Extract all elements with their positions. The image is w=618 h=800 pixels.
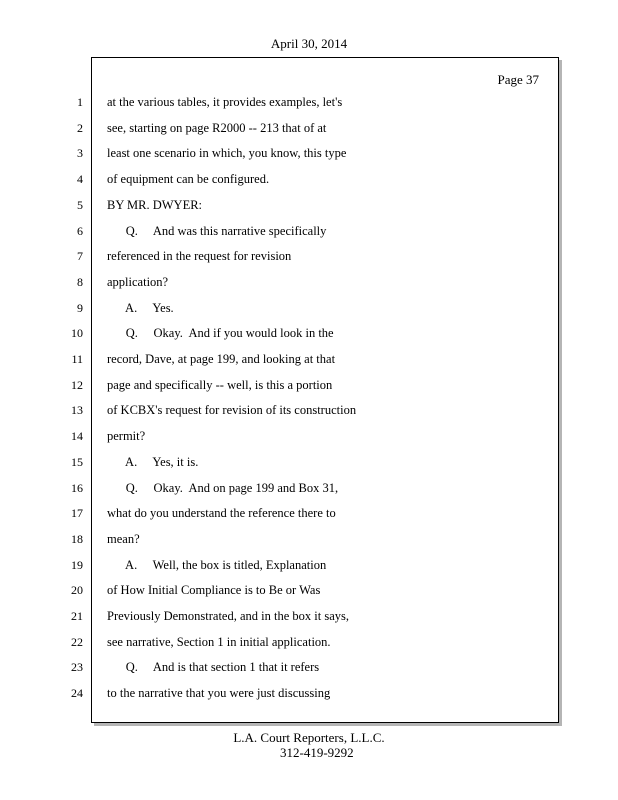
transcript-line: A. Yes, it is. xyxy=(107,455,199,469)
transcript-line: at the various tables, it provides examples, let's xyxy=(107,95,343,109)
transcript-line: Q. Okay. And if you would look in the xyxy=(107,326,334,340)
footer xyxy=(0,730,618,760)
transcript-line: Q. And is that section 1 that it refers xyxy=(107,660,320,674)
transcript-line: of equipment can be configured. xyxy=(107,172,270,186)
transcript-line: Q. And was this narrative specifically xyxy=(107,224,327,238)
page-number: Page 37 xyxy=(497,72,539,87)
footer-company: L.A. Court Reporters, L.L.C. xyxy=(233,730,385,745)
line-number: 11 xyxy=(71,352,83,366)
transcript-line: page and specifically -- well, is this a portion xyxy=(107,378,333,392)
transcript-line: of How Initial Compliance is to Be or Was xyxy=(107,583,321,597)
transcript-line: mean? xyxy=(107,532,140,546)
line-number: 16 xyxy=(71,481,83,495)
line-number: 23 xyxy=(71,660,83,674)
line-number: 21 xyxy=(71,609,83,623)
transcript-line: permit? xyxy=(107,429,146,443)
transcript-line: record, Dave, at page 199, and looking at that xyxy=(107,352,336,366)
transcript-line: A. Yes. xyxy=(107,301,174,315)
transcript-line: of KCBX's request for revision of its construction xyxy=(107,403,357,417)
line-number: 9 xyxy=(77,301,83,315)
transcript-line: Previously Demonstrated, and in the box it says, xyxy=(107,609,349,623)
transcript-line: what do you understand the reference there to xyxy=(107,506,336,520)
transcript-line: Q. Okay. And on page 199 and Box 31, xyxy=(107,481,339,495)
transcript-line: see, starting on page R2000 -- 213 that of at xyxy=(107,121,327,135)
line-number: 5 xyxy=(77,198,83,212)
transcript-line: least one scenario in which, you know, this type xyxy=(107,146,347,160)
line-number: 3 xyxy=(77,146,83,160)
transcript-line: to the narrative that you were just discussing xyxy=(107,686,331,700)
line-number: 12 xyxy=(71,378,83,392)
footer-phone: 312-419-9292 xyxy=(280,745,354,760)
transcript-line: BY MR. DWYER: xyxy=(107,198,203,212)
line-number: 8 xyxy=(77,275,83,289)
header-date: April 30, 2014 xyxy=(270,36,348,51)
transcript-line: A. Well, the box is titled, Explanation xyxy=(107,558,327,572)
transcript-line: see narrative, Section 1 in initial application. xyxy=(107,635,331,649)
line-number: 13 xyxy=(71,403,83,417)
line-number: 4 xyxy=(77,172,83,186)
line-number: 7 xyxy=(77,249,83,263)
line-number: 2 xyxy=(77,121,83,135)
transcript-line: application? xyxy=(107,275,169,289)
line-number: 6 xyxy=(77,224,83,238)
line-number: 10 xyxy=(71,326,83,340)
line-number: 24 xyxy=(71,686,83,700)
line-number: 19 xyxy=(71,558,83,572)
line-number: 17 xyxy=(71,506,83,520)
line-number: 18 xyxy=(71,532,83,546)
line-number: 20 xyxy=(71,583,83,597)
line-number: 22 xyxy=(71,635,83,649)
line-number: 1 xyxy=(77,95,83,109)
line-number: 14 xyxy=(71,429,83,443)
line-number: 15 xyxy=(71,455,83,469)
transcript-line: referenced in the request for revision xyxy=(107,249,292,263)
